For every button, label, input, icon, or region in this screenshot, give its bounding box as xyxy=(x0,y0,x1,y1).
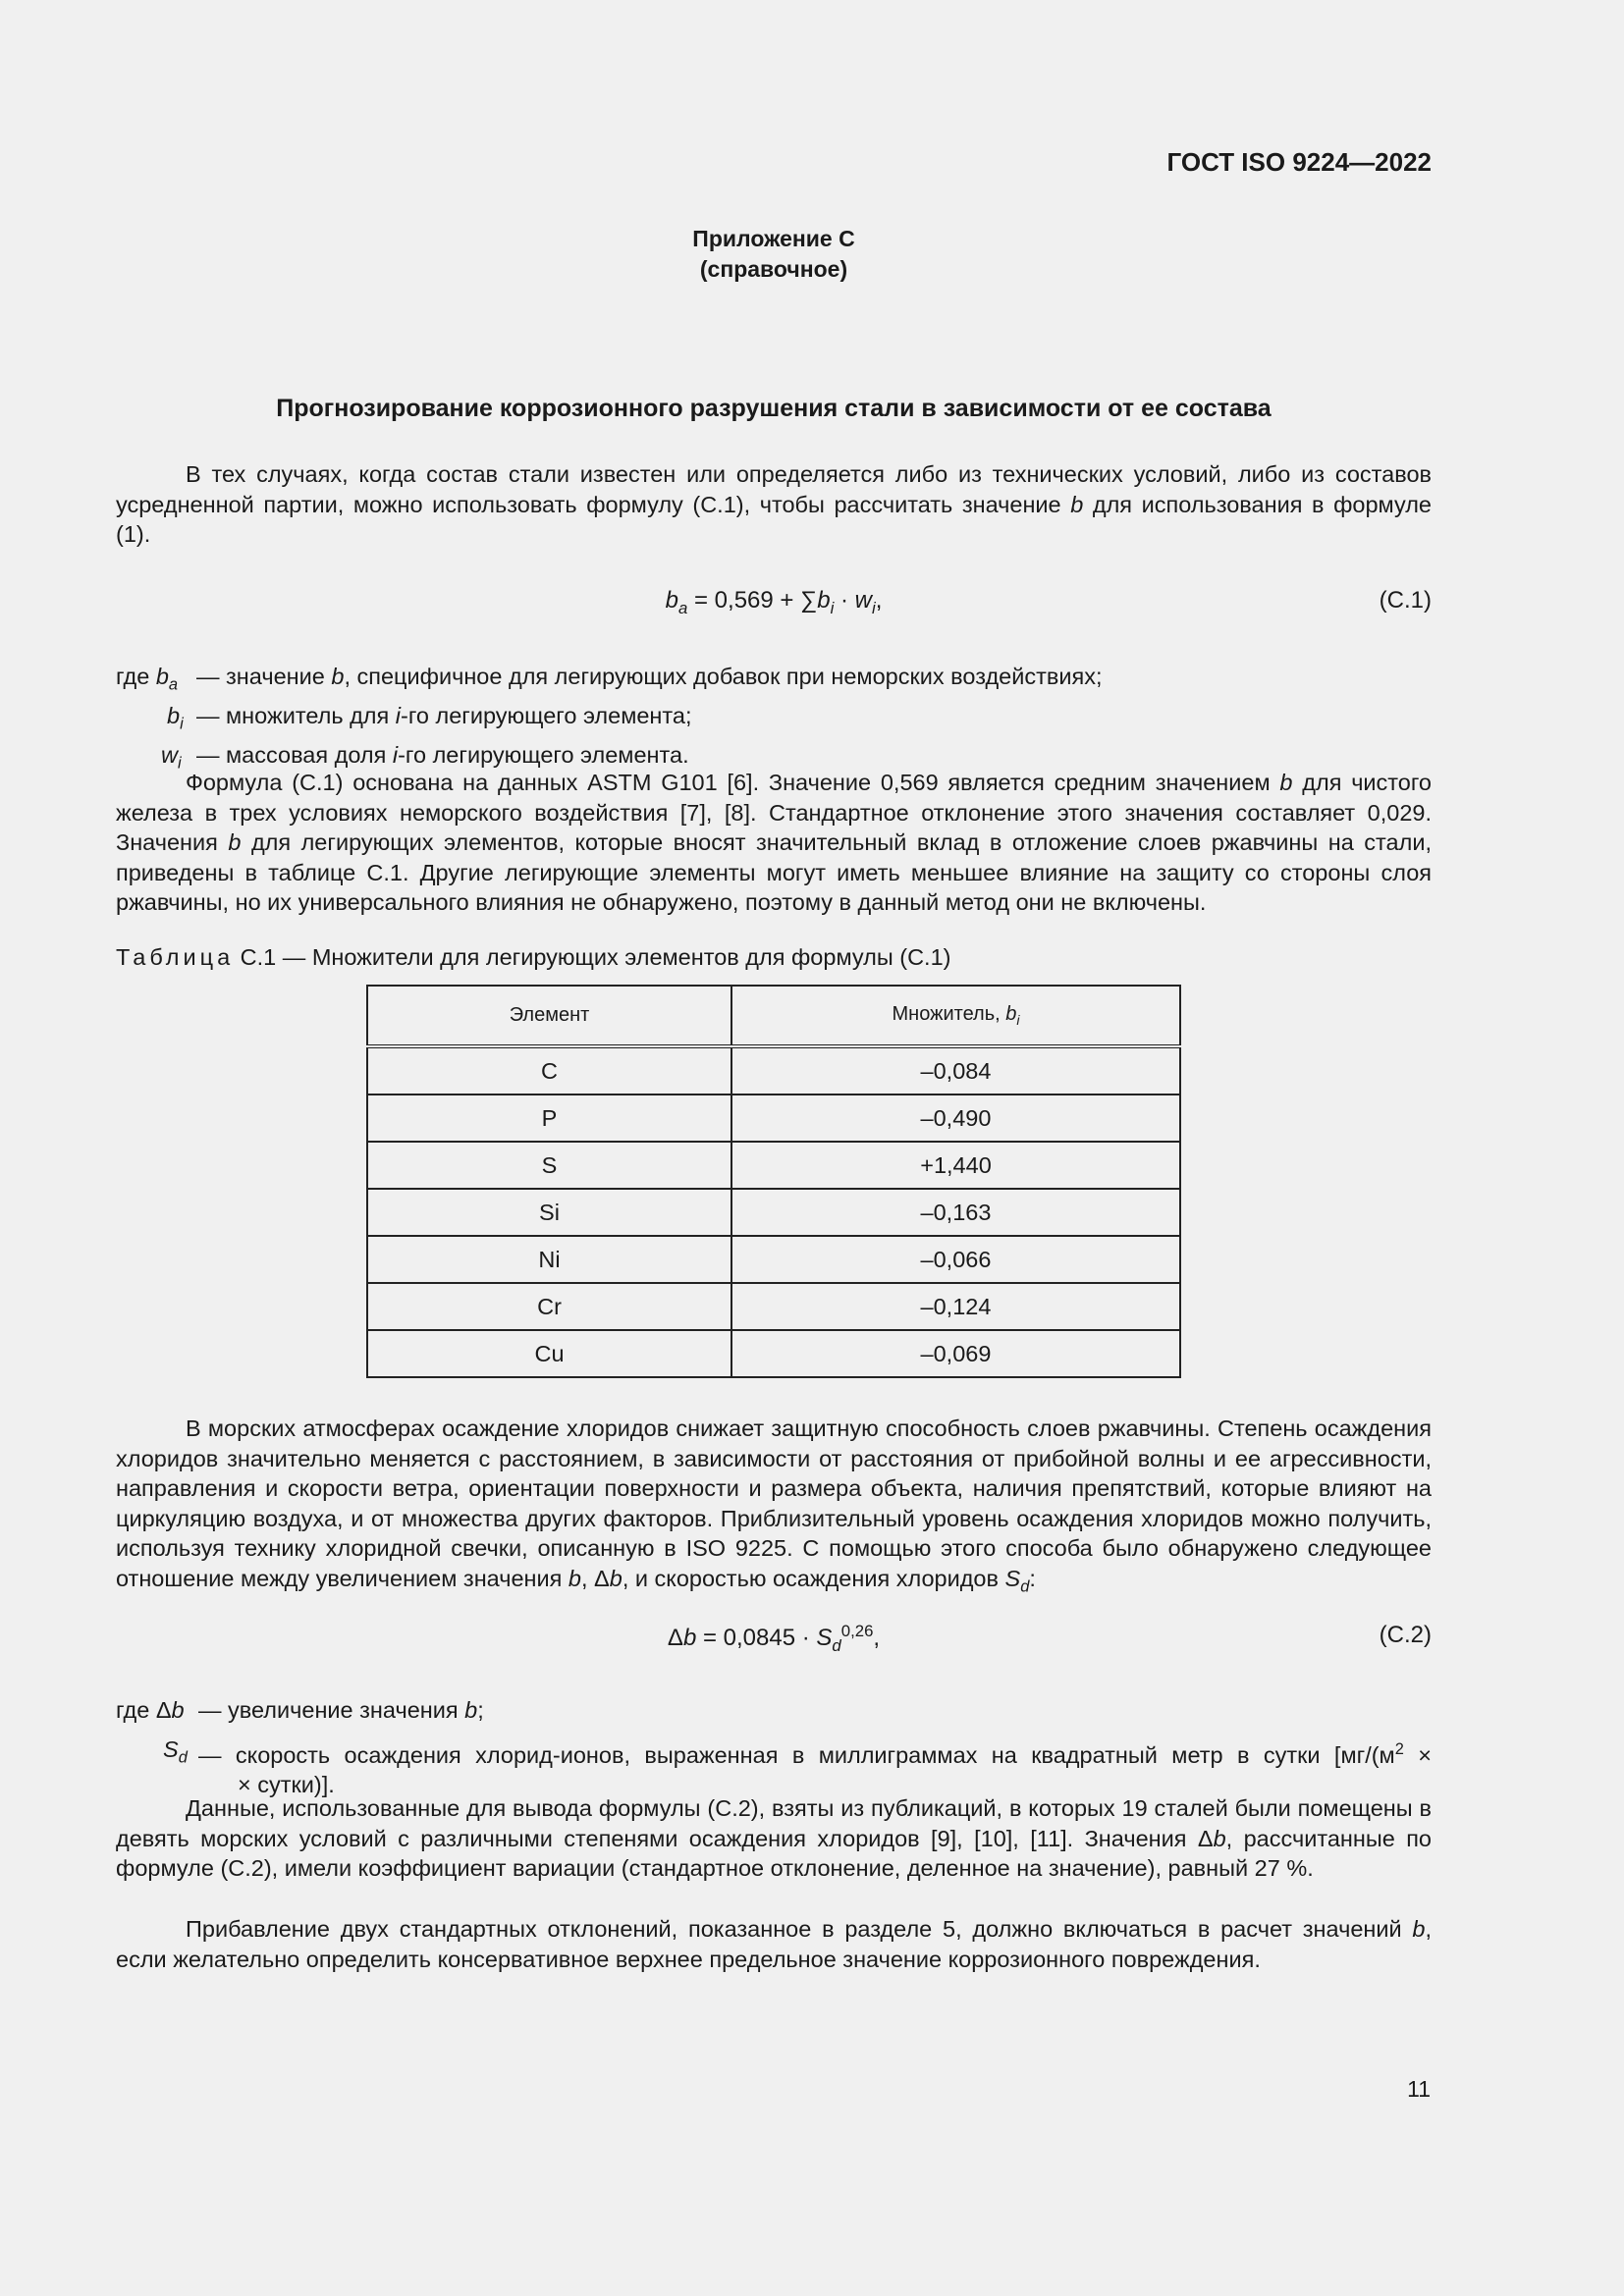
where-c2-list xyxy=(116,1695,1432,1798)
factor-cell: –0,163 xyxy=(731,1189,1180,1236)
annex-title: Приложение C xyxy=(692,226,855,251)
document-code: ГОСТ ISO 9224—2022 xyxy=(1166,147,1432,177)
element-cell: P xyxy=(367,1095,731,1142)
factor-cell: –0,066 xyxy=(731,1236,1180,1283)
formula-c1 xyxy=(116,587,1432,620)
where-c1-row: $b_i$ — множитель для i-го легирующего элемента; xyxy=(167,703,692,733)
element-cell: Cu xyxy=(367,1330,731,1377)
marine-paragraph: В морских атмосферах осаждение хлоридов снижает защитную способность слоев ржавчины. Степень осаждения хлоридов значительно меняется с расстоянием, в зависимости от расстояния от прибойной волны и ее агрессивности, направления и скорости ветра, ориентации поверхности и размера объекта, наличия препятствий, которые влияют на циркуляцию воздуха, и от множества других факторов. Приблизительный уровень осаждения хлоридов можно получить, используя технику хлоридной свечки, описанную в ISO 9225. С помощью этого способа было обнаружено следующее отношение между увеличением значения b, Δb, и скоростью осаждения хлоридов $S_d$: xyxy=(116,1415,1432,1596)
section-title: Прогнозирование коррозионного разрушения стали в зависимости от ее состава xyxy=(276,395,1272,422)
column-header-factor: Множитель, $b_i$ xyxy=(731,986,1180,1046)
element-cell: C xyxy=(367,1046,731,1095)
annex-heading xyxy=(0,224,1547,285)
element-cell: S xyxy=(367,1142,731,1189)
table-row xyxy=(367,1189,1180,1236)
page-number: 11 xyxy=(1407,2076,1431,2102)
where-c1-row: $w_i$ — массовая доля i-го легирующего элемента. xyxy=(161,742,689,773)
formula-c1-number: (C.1) xyxy=(1379,587,1432,614)
element-cell: Si xyxy=(367,1189,731,1236)
formula-c1-expression: $b_a = 0,569 + \sum b_i \cdot w_i$, xyxy=(665,587,883,617)
table-caption: Таблица C.1 — Множители для легирующих элементов для формулы (C.1) xyxy=(116,944,951,970)
intro-paragraph: В тех случаях, когда состав стали известен или определяется либо из технических условий, либо из составов усредненной партии, можно использовать формулу (C.1), чтобы рассчитать значение b для использования в формуле (1). xyxy=(116,461,1432,547)
where-c1-list xyxy=(116,662,1432,779)
table-row xyxy=(367,1283,1180,1330)
annex-subtitle: (справочное) xyxy=(699,256,848,282)
factor-cell: +1,440 xyxy=(731,1142,1180,1189)
table-row xyxy=(367,1095,1180,1142)
factor-cell: –0,084 xyxy=(731,1046,1180,1095)
formula-c2-expression: $\Delta b = 0,0845 \cdot S_d^{0,26}$, xyxy=(667,1622,881,1655)
factor-cell: –0,069 xyxy=(731,1330,1180,1377)
final-paragraph: Прибавление двух стандартных отклонений, показанное в разделе 5, должно включаться в расчет значений b, если желательно определить консервативное верхнее предельное значение коррозионного повреждения. xyxy=(116,1916,1432,1972)
table-row xyxy=(367,1142,1180,1189)
alloy-factor-table xyxy=(366,985,1181,1378)
element-cell: Cr xyxy=(367,1283,731,1330)
factor-cell: –0,490 xyxy=(731,1095,1180,1142)
element-cell: Ni xyxy=(367,1236,731,1283)
formula-note-paragraph: Формула (C.1) основана на данных ASTM G101 [6]. Значение 0,569 является средним значением b для чистого железа в трех условиях неморского воздействия [7], [8]. Стандартное отклонение этого значения составляет 0,029. Значения b для легирующих элементов, которые вносят значительный вклад в отложение слоев ржавчины на стали, приведены в таблице C.1. Другие легирующие элементы могут иметь меньшее влияние на защиту со стороны слоя ржавчины, но их универсального влияния не обнаружено, поэтому в данный метод они не включены. xyxy=(116,770,1433,915)
formula-c2 xyxy=(116,1622,1432,1655)
formula-c2-number: (C.2) xyxy=(1379,1622,1432,1648)
factor-cell: –0,124 xyxy=(731,1283,1180,1330)
where-c1-row: где $b_a$ — значение b, специфичное для легирующих добавок при неморских воздействиях; xyxy=(116,664,1103,694)
column-header-element: Элемент xyxy=(367,986,731,1046)
table-row xyxy=(367,1330,1180,1377)
where-c2-row: $S_d$ — скорость осаждения хлорид-ионов, выраженная в миллиграммах на квадратный метр в сутки [$мг/(м^2$ × × сутки)]. xyxy=(163,1736,1432,1798)
table-row xyxy=(367,1046,1180,1095)
where-c2-row: где Δb — увеличение значения b; xyxy=(116,1697,484,1723)
data-paragraph: Данные, использованные для вывода формулы (C.2), взяты из публикаций, в которых 19 сталей были помещены в девять морских условий с различными степенями осаждения хлоридов [9], [10], [11]. Значения Δb, рассчитанные по формуле (C.2), имели коэффициент вариации (стандартное отклонение, деленное на значение), равный 27 %. xyxy=(116,1795,1432,1881)
table-row xyxy=(367,1236,1180,1283)
table-header-row xyxy=(367,986,1180,1046)
